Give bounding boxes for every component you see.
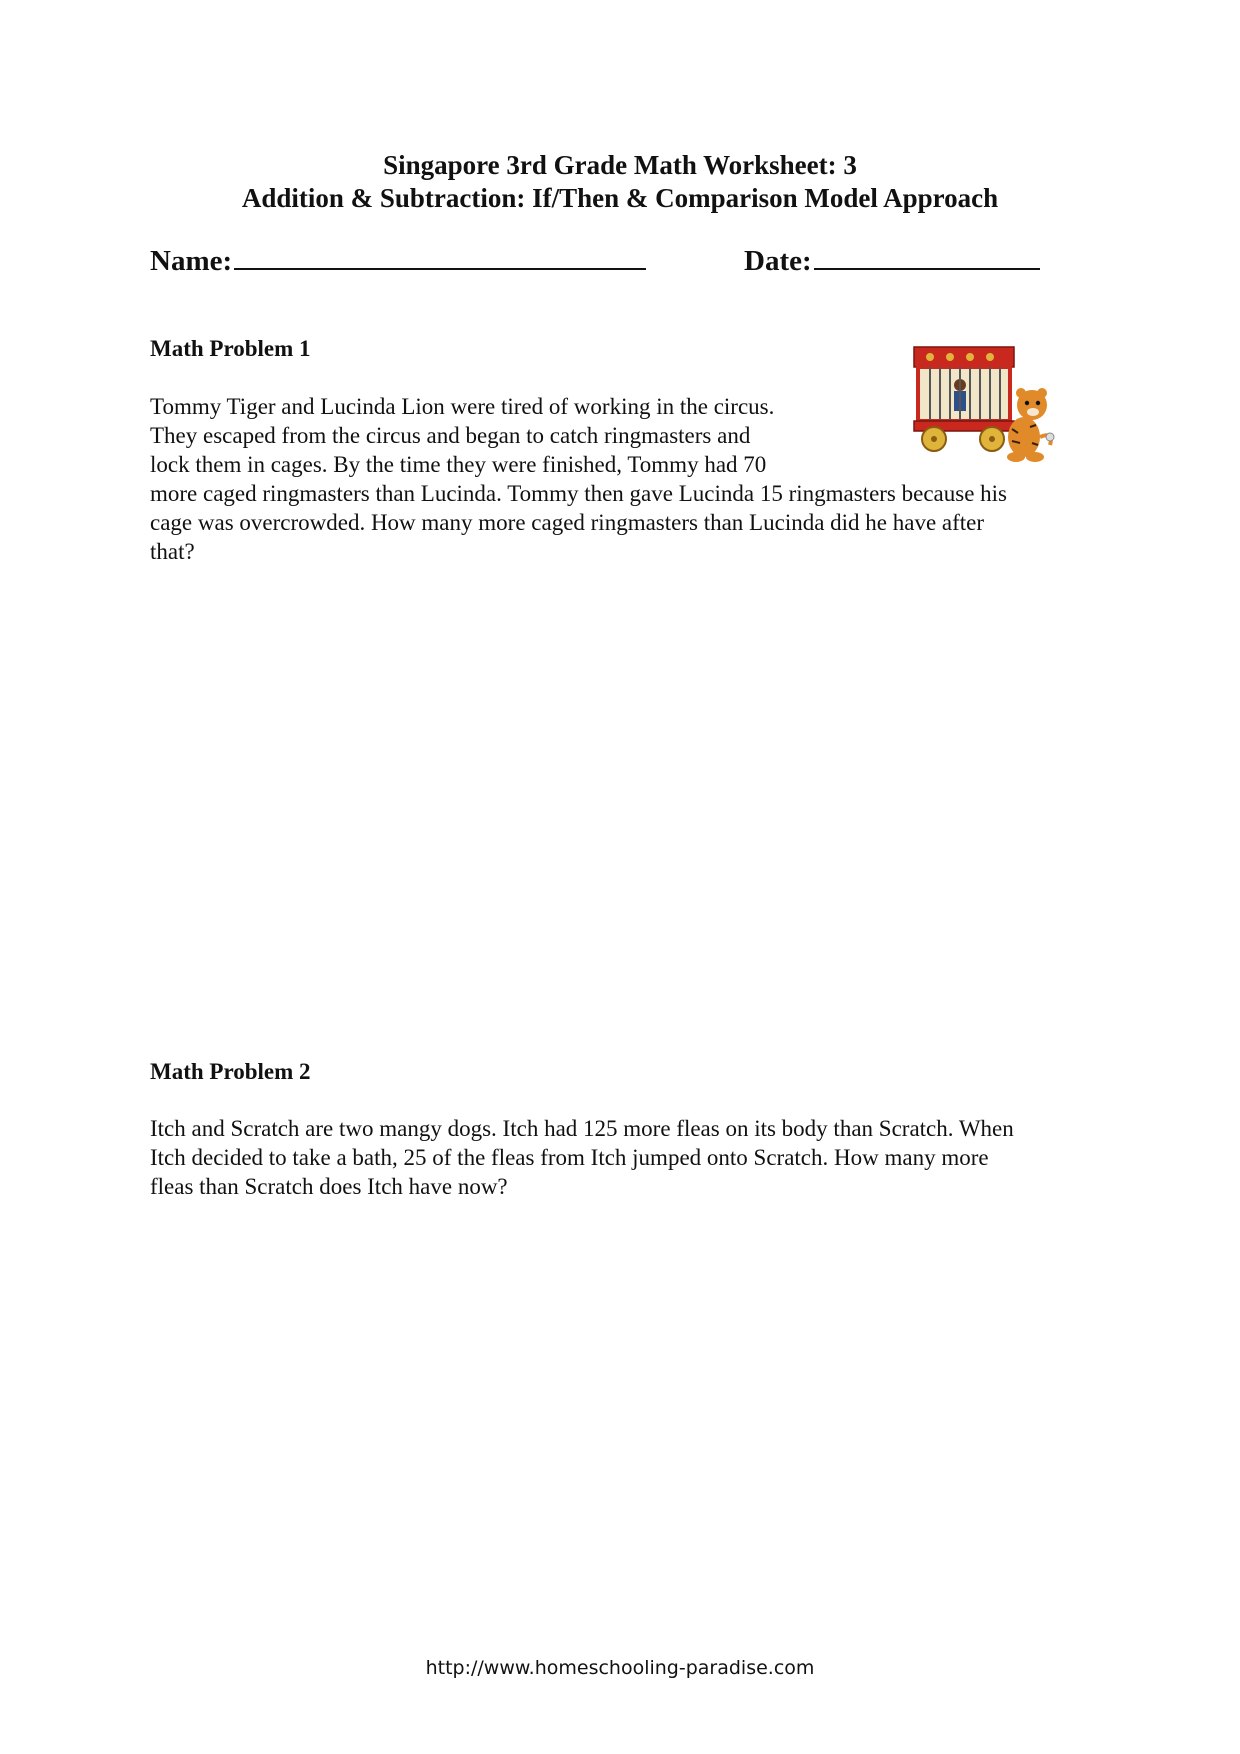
problem-1-line: more caged ringmasters than Lucinda. Tommy then gave Lucinda 15 ringmasters because his [150, 481, 1008, 506]
problem-1-text [150, 392, 1007, 566]
problem-1-heading: Math Problem 1 [150, 336, 311, 361]
name-blank-line[interactable] [234, 244, 646, 270]
problem-1-line: lock them in cages. By the time they were finished, Tommy had 70 [150, 452, 767, 477]
name-field[interactable] [150, 244, 646, 278]
problem-2-line: Itch decided to take a bath, 25 of the fleas from Itch jumped onto Scratch. How many more [150, 1145, 989, 1170]
name-label: Name: [150, 245, 233, 277]
problem-2-line: Itch and Scratch are two mangy dogs. Itch had 125 more fleas on its body than Scratch. When [150, 1116, 1014, 1141]
date-blank-line[interactable] [814, 244, 1040, 270]
problem-1-line: They escaped from the circus and began to catch ringmasters and [150, 423, 751, 448]
worksheet-subtitle: Addition & Subtraction: If/Then & Comparison Model Approach [241, 183, 999, 213]
footer-website-link[interactable]: http://www.homeschooling-paradise.com [425, 1657, 815, 1679]
problem-2-text [150, 1114, 1014, 1201]
problem-1-line: Tommy Tiger and Lucinda Lion were tired of working in the circus. [150, 394, 775, 419]
problem-1-line: that? [150, 539, 195, 564]
date-field[interactable] [744, 244, 1040, 278]
date-label: Date: [744, 245, 812, 277]
problem-2-line: fleas than Scratch does Itch have now? [150, 1174, 508, 1199]
problem-2-heading: Math Problem 2 [150, 1059, 311, 1084]
problem-1-line: cage was overcrowded. How many more caged ringmasters than Lucinda did he have after [150, 510, 985, 535]
worksheet-title: Singapore 3rd Grade Math Worksheet: 3 [383, 150, 857, 180]
